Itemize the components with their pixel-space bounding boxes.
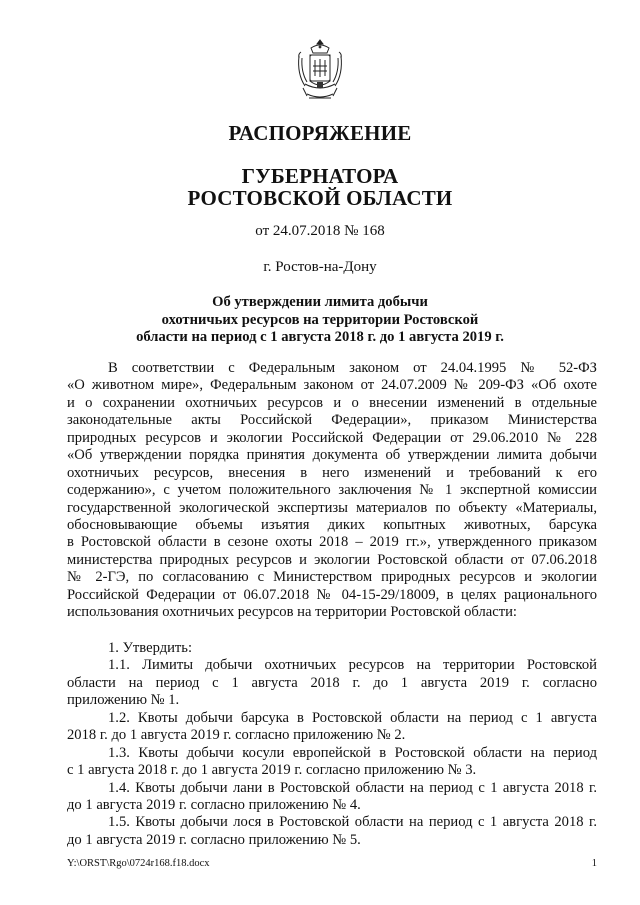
city-line: г. Ростов-на-Дону	[263, 259, 377, 275]
coat-of-arms-emblem	[295, 38, 345, 104]
subject-line: области на период с 1 августа 2018 г. до 1 августа 2019 г.	[136, 329, 504, 345]
item-line: до 1 августа 2019 г. согласно приложению № 4.	[67, 796, 361, 813]
text-line: в Ростовской области в сезоне охоты 2018 – 2019 гг.», утвержденного приказом	[67, 534, 597, 551]
item-line: до 1 августа 2019 г. согласно приложению № 5.	[67, 831, 361, 848]
preamble-paragraph	[67, 360, 597, 622]
subject-line: охотничьих ресурсов на территории Ростовской	[161, 311, 479, 328]
item-line: 1.3. Квоты добычи косули европейской в Ростовской области на период	[108, 744, 597, 761]
item-line: 2018 г. до 1 августа 2019 г. согласно приложению № 2.	[67, 727, 406, 744]
page-number: 1	[591, 858, 597, 869]
text-line: «Об утверждении порядка принятия документа об утверждении лимита добычи	[67, 447, 597, 464]
text-line: В соответствии с Федеральным законом от 24.04.1995 № 52-ФЗ	[108, 360, 597, 376]
item-heading: 1. Утвердить:	[108, 640, 193, 656]
item-line: 1.4. Квоты добычи лани в Ростовской области на период с 1 августа 2018 г.	[108, 779, 597, 796]
item-line: 1.1. Лимиты добычи охотничьих ресурсов на территории Ростовской	[108, 657, 597, 674]
text-line: и о сохранении охотничьих ресурсов и о внесении изменений в отдельные	[67, 394, 597, 411]
file-path: Y:\ORST\Rgo\0724r168.f18.docx	[67, 858, 210, 869]
subject-line: Об утверждении лимита добычи	[212, 294, 428, 310]
text-line: содержанию», с учетом положительного заключения № 1 экспертной комиссии	[67, 482, 597, 499]
text-line: министерства природных ресурсов и экологии Ростовской области от 07.06.2018	[67, 551, 597, 568]
item-line: приложению № 1.	[67, 692, 180, 709]
text-line: № 2-ГЭ, по согласованию с Министерством природных ресурсов и экологии	[67, 569, 597, 586]
issuer-title-line2: РОСТОВСКОЙ ОБЛАСТИ	[187, 186, 453, 210]
text-line: обосновывающие объемы изъятия диких копытных животных, барсука	[67, 516, 597, 533]
item-line: 1.2. Квоты добычи барсука в Ростовской области на период с 1 августа	[108, 709, 597, 726]
item-line: 1.5. Квоты добычи лося в Ростовской области на период с 1 августа 2018 г.	[108, 814, 597, 831]
text-line: государственной экологической экспертизы материалов по объекту «Материалы,	[67, 499, 597, 516]
date-number-line: от 24.07.2018 № 168	[255, 223, 385, 239]
decision-items	[67, 640, 597, 849]
text-line: охотничьих ресурсов, внесения в него изменений и требований к его	[67, 464, 597, 481]
text-line: «О животном мире», Федеральным законом от 24.07.2009 № 209-ФЗ «Об охоте	[67, 377, 597, 394]
item-line: с 1 августа 2018 г. до 1 августа 2019 г. согласно приложению № 3.	[67, 762, 477, 779]
issuer-title-line1: ГУБЕРНАТОРА	[241, 164, 399, 188]
text-line: использования охотничьих ресурсов на территории Ростовской области:	[67, 604, 517, 621]
document-type-title: РАСПОРЯЖЕНИЕ	[228, 121, 412, 145]
document-subject	[0, 294, 640, 347]
item-line: области на период с 1 августа 2018 г. до 1 августа 2019 г. согласно	[67, 674, 597, 691]
text-line: Российской Федерации от 06.07.2018 № 04-15-29/18009, в целях рационального	[67, 586, 597, 603]
text-line: природных ресурсов и экологии Российской Федерации от 29.06.2010 № 228	[67, 429, 597, 446]
text-line: законодательные акты Российской Федерации», приказом Министерства	[67, 412, 597, 429]
